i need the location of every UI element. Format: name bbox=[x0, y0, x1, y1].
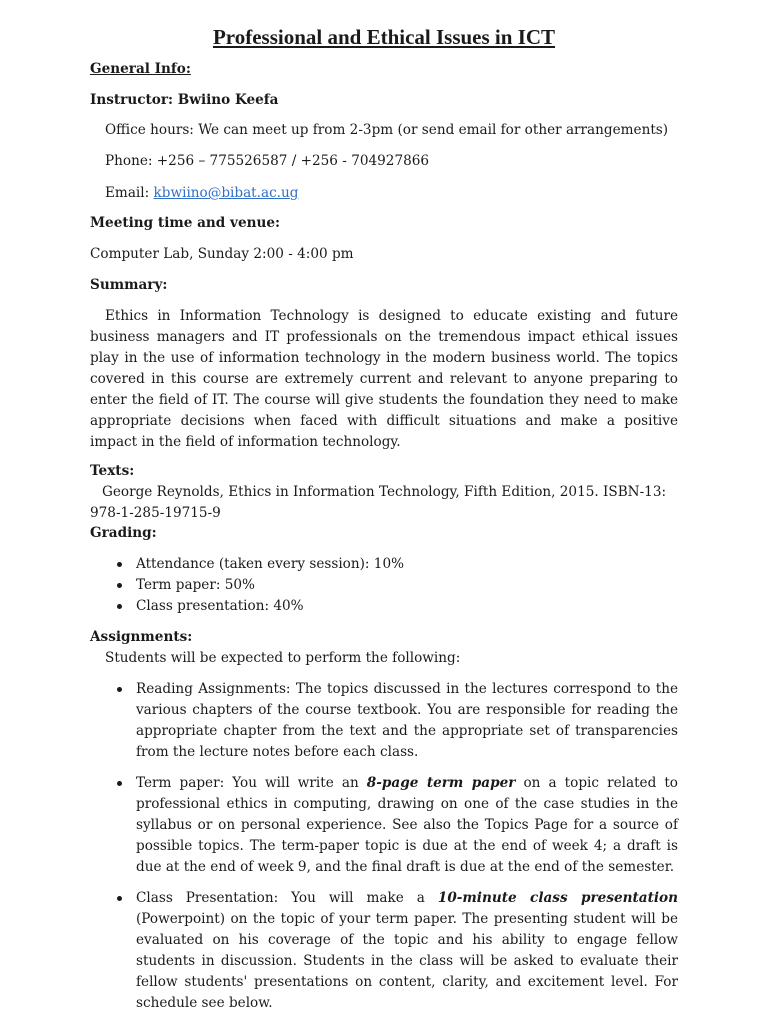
general-info-heading: General Info: bbox=[90, 61, 191, 77]
assignment-term-paper bbox=[112, 773, 678, 878]
term-paper-post: on a topic related to professional ethics in computing, drawing on one of the case studies in the syllabus or on personal experience. See also the Topics Page for a source of possible topics. The term-paper topic is due at the end of week 4; a draft is due at the end of week 9, and the final draft is due at the end of the semester. bbox=[136, 775, 678, 875]
email-link[interactable]: kbwiino@bibat.ac.ug bbox=[153, 185, 299, 201]
summary-heading: Summary: bbox=[90, 277, 168, 293]
presentation-pre: Class Presentation: You will make a bbox=[136, 890, 438, 906]
grading-list bbox=[112, 554, 678, 617]
term-paper-emphasis: 8-page term paper bbox=[366, 775, 516, 791]
phone-line: Phone: +256 – 775526587 / +256 - 704927866 bbox=[105, 153, 430, 169]
assignments-intro: Students will be expected to perform the following: bbox=[105, 650, 461, 666]
meeting-text: Computer Lab, Sunday 2:00 - 4:00 pm bbox=[90, 246, 354, 262]
assignment-presentation bbox=[112, 888, 678, 1014]
grading-item-attendance: Attendance (taken every session): 10% bbox=[112, 554, 678, 575]
email-label: Email: bbox=[105, 185, 154, 201]
assignment-reading: Reading Assignments: The topics discussed in the lectures correspond to the various chapters of the course textbook. You are responsible for reading the appropriate chapter from the text and the appropriate set of transparencies from the lecture notes before each class. bbox=[112, 679, 678, 763]
grading-heading: Grading: bbox=[90, 525, 157, 541]
office-hours-line: Office hours: We can meet up from 2-3pm (or send email for other arrangements) bbox=[105, 122, 669, 138]
summary-paragraph: Ethics in Information Technology is designed to educate existing and future business managers and IT professionals on the tremendous impact ethical issues play in the use of information technology in the modern business world. The topics covered in this course are extremely current and relevant to anyone preparing to enter the field of IT. The course will give students the foundation they need to make appropriate decisions when faced with difficult situations and make a positive impact in the field of information technology. bbox=[90, 308, 678, 450]
document-title: Professional and Ethical Issues in ICT bbox=[212, 25, 556, 49]
presentation-emphasis: 10-minute class presentation bbox=[437, 890, 678, 906]
presentation-post: (Powerpoint) on the topic of your term paper. The presenting student will be evaluated on his coverage of the topic and his ability to engage fellow students in discussion. Students in the class will be asked to evaluate their fellow students' presentations on content, clarity, and excitement level. For schedule see below. bbox=[136, 911, 678, 1011]
instructor-line: Instructor: Bwiino Keefa bbox=[90, 92, 279, 108]
meeting-heading: Meeting time and venue: bbox=[90, 215, 281, 231]
grading-item-presentation: Class presentation: 40% bbox=[112, 596, 678, 617]
textbook-reference: George Reynolds, Ethics in Information Technology, Fifth Edition, 2015. ISBN-13: 978-1-285-19715-9 bbox=[90, 484, 667, 521]
grading-item-term-paper: Term paper: 50% bbox=[112, 575, 678, 596]
assignments-list bbox=[112, 679, 678, 1024]
term-paper-pre: Term paper: You will write an bbox=[136, 775, 367, 791]
assignments-heading: Assignments: bbox=[90, 629, 193, 645]
texts-heading: Texts: bbox=[90, 463, 135, 479]
email-line bbox=[105, 183, 678, 204]
